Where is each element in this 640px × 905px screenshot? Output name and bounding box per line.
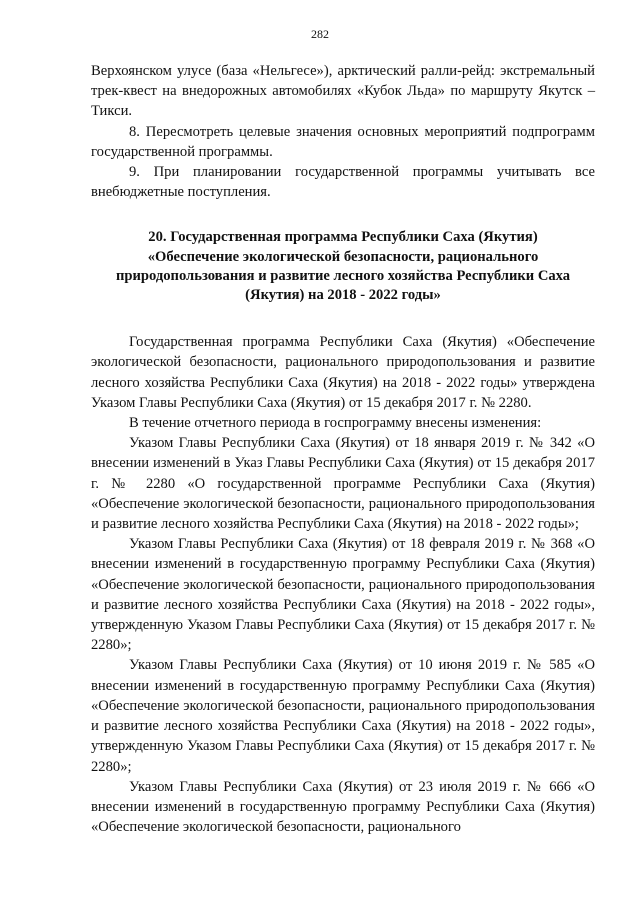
decree-paragraph: Указом Главы Республики Саха (Якутия) от 18 февраля 2019 г. № 368 «О внесении изменений в государственную программу Республики Саха (Якутия) «Обеспечение экологической безопасности, рационального природопользования и развитие лесного хозяйства Республики Саха (Якутия) на 2018 - 2022 годы», утвержденную Указом Главы Республики Саха (Якутия) от 15 декабря 2017 г. № 2280»; [91, 536, 595, 654]
decree-paragraph: Указом Главы Республики Саха (Якутия) от 18 января 2019 г. № 342 «О внесении изменений в Указ Главы Республики Саха (Якутия) от 15 декабря 2017 г. № 2280 «О государственной программе Республики Саха (Якутия) «Обеспечение экологической безопасности, рационального природопользования и развитие лесного хозяйства Республики Саха (Якутия) на 2018 - 2022 годы»; [91, 435, 595, 533]
recommendation-item-8: 8. Пересмотреть целевые значения основных мероприятий подпрограмм государственной программы. [91, 123, 595, 160]
program-approval-paragraph: Государственная программа Республики Саха (Якутия) «Обеспечение экологической безопасности, рационального природопользования и развитие лесного хозяйства Республики Саха (Якутия) на 2018 - 2022 годы» утверждена Указом Главы Республики Саха (Якутия) от 15 декабря 2017 г. № 2280. [91, 334, 595, 411]
continuation-paragraph: Верхоянском улусе (база «Нельгесе»), арктический ралли-рейд: экстремальный трек-квест на внедорожных автомобилях «Кубок Льда» по маршруту Якутск – Тикси. [91, 63, 595, 120]
changes-intro-paragraph: В течение отчетного периода в госпрограмму внесены изменения: [129, 415, 542, 432]
document-body [91, 61, 595, 837]
decree-paragraph: Указом Главы Республики Саха (Якутия) от 10 июня 2019 г. № 585 «О внесении изменений в государственную программу Республики Саха (Якутия) «Обеспечение экологической безопасности, рационального природопользования и развитие лесного хозяйства Республики Саха (Якутия) на 2018 - 2022 годы», утвержденную Указом Главы Республики Саха (Якутия) от 15 декабря 2017 г. № 2280»; [91, 657, 595, 775]
section-heading: 20. Государственная программа Республики Саха (Якутия) «Обеспечение экологической безопасности, рационального природопользования и развитие лесного хозяйства Республики Саха (Якутия) на 2018 - 2022 годы» [115, 229, 571, 304]
decree-paragraph: Указом Главы Республики Саха (Якутия) от 23 июля 2019 г. № 666 «О внесении изменений в государственную программу Республики Саха (Якутия) «Обеспечение экологической безопасности, рационального [91, 778, 595, 836]
recommendation-item-9: 9. При планировании государственной программы учитывать все внебюджетные поступления. [91, 164, 595, 201]
page-number: 282 [311, 27, 329, 41]
